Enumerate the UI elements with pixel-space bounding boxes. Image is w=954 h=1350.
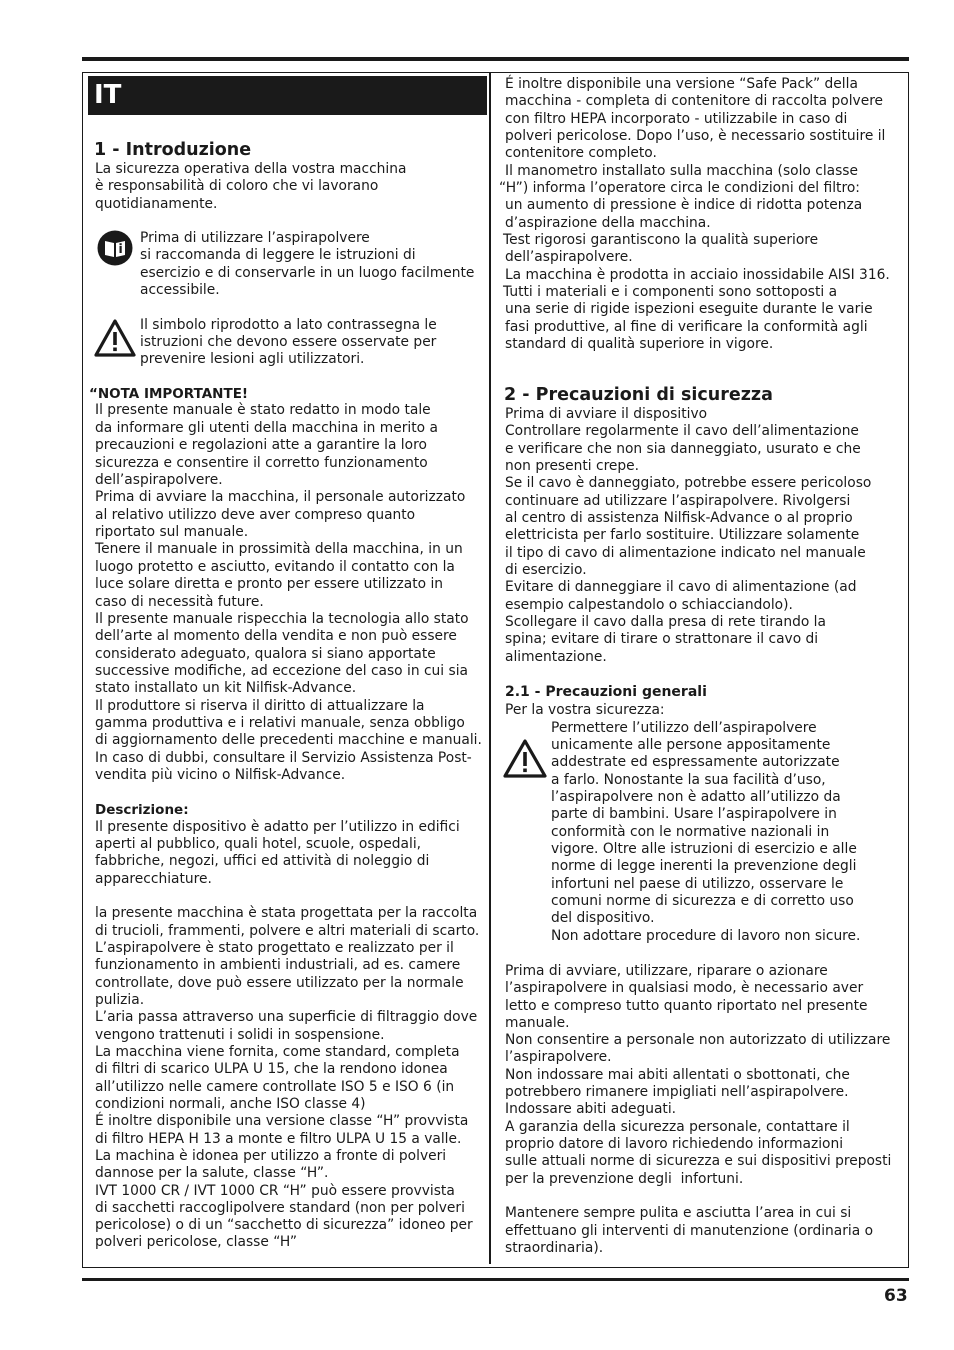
text-line: potrebbero rimanere impigliati nell’aspirapolvere. (505, 1084, 849, 1100)
text-line: fabbriche, negozi, uffici ed attività di noleggio di (95, 853, 430, 869)
text-line: d’aspirazione della macchina. (505, 215, 711, 231)
text-line: di filtro HEPA H 13 a monte e filtro ULPA U 15 a valle. (95, 1131, 462, 1147)
text-line: gamma produttiva e i relativi manuale, senza obbligo (95, 715, 465, 731)
text-line: Prima di avviare la macchina, il personale autorizzato (95, 489, 466, 505)
text-line: condizioni normali, anche ISO classe 4) (95, 1096, 366, 1112)
text-line: L’aria passa attraverso una superficie di filtraggio dove (95, 1009, 478, 1025)
text-line: dell’aspirapolvere. (95, 472, 223, 488)
text-line: riportato sul manuale. (95, 524, 249, 540)
text-line: il tipo di cavo di alimentazione indicato nel manuale (505, 545, 866, 561)
text-line: da informare gli utenti della macchina in merito a (95, 420, 438, 436)
text-line: dell’aspirapolvere. (505, 249, 633, 265)
text-line: vengono trattenuti i solidi in sospensione. (95, 1027, 385, 1043)
text-line: macchina - completa di contenitore di raccolta polvere (505, 93, 884, 109)
text-line: all’utilizzo nelle camere controllate ISO 5 e ISO 6 (in (95, 1079, 455, 1095)
text-line: IVT 1000 CR / IVT 1000 CR “H” può essere provvista (95, 1183, 455, 1199)
description-heading: Descrizione: (95, 802, 189, 818)
text-line: vigore. Oltre alle istruzioni di esercizio e alle (551, 841, 857, 857)
text-line: l’aspirapolvere. (505, 1049, 612, 1065)
bottom-rule (82, 1278, 909, 1281)
intro-heading: 1 - Introduzione (94, 140, 252, 160)
text-line: successive modifiche, ad eccezione del caso in cui sia (95, 663, 468, 679)
text-line: prevenire lesioni agli utilizzatori. (140, 351, 365, 367)
text-line: esempio calpestandolo o schiacciandolo). (505, 597, 793, 613)
text-line: Test rigorosi garantiscono la qualità superiore (503, 232, 819, 248)
text-line: In caso di dubbi, consultare il Servizio Assistenza Post- (95, 750, 472, 766)
text-line: a farlo. Nonostante la sua facilità d’uso, (551, 772, 826, 788)
general-intro: Per la vostra sicurezza: (505, 702, 665, 718)
text-line: l’aspirapolvere non è adatto all’utilizzo da (551, 789, 841, 805)
text-line: funzionamento in ambienti industriali, ad es. camere (95, 957, 461, 973)
text-line: alimentazione. (505, 649, 607, 665)
text-line: dell’arte al momento della vendita e non può essere (95, 628, 457, 644)
text-line: caso di necessità future. (95, 594, 264, 610)
text-line: polveri pericolose, classe “H” (95, 1234, 298, 1250)
text-line: Mantenere sempre pulita e asciutta l’area in cui si (505, 1205, 852, 1221)
text-line: di filtri di scarico ULPA U 15, che la rendono idonea (95, 1061, 448, 1077)
text-line: una serie di rigide ispezioni eseguite durante le varie (505, 301, 873, 317)
text-line: di sacchetti raccoglipolvere standard (non per polveri (95, 1200, 465, 1216)
text-line: polveri pericolose. Dopo l’uso, è necessario sostituire il (505, 128, 886, 144)
text-line: comuni norme di sicurezza e di corretto uso (551, 893, 854, 909)
manual-book-icon (96, 229, 134, 267)
text-line: effettuano gli interventi di manutenzione (ordinaria o (505, 1223, 874, 1239)
column-divider (489, 72, 491, 1264)
text-line: Permettere l’utilizzo dell’aspirapolvere (551, 720, 817, 736)
text-line: Il presente manuale è stato redatto in modo tale (95, 402, 431, 418)
text-line: continuare ad utilizzare l’aspirapolvere. Rivolgersi (505, 493, 851, 509)
text-line: Prima di avviare, utilizzare, riparare o azionare (505, 963, 828, 979)
text-line: Il presente dispositivo è adatto per l’utilizzo in edifici (95, 819, 460, 835)
text-line: spina; evitare di tirare o strattonare il cavo di (505, 631, 819, 647)
text-line: La macchina è prodotta in acciaio inossidabile AISI 316. (505, 267, 890, 283)
text-line: stato installato un kit Nilfisk-Advance. (95, 680, 357, 696)
text-line: del dispositivo. (551, 910, 655, 926)
warning-triangle-icon (93, 318, 137, 358)
text-line: addestrate ed espressamente autorizzate (551, 754, 840, 770)
text-line: contenitore completo. (505, 145, 657, 161)
text-line: norme di legge inerenti la prevenzione degli (551, 858, 857, 874)
text-line: parte di bambini. Usare l’aspirapolvere in (551, 806, 837, 822)
text-line: La sicurezza operativa della vostra macchina (95, 161, 407, 177)
text-line: Tenere il manuale in prossimità della macchina, in un (95, 541, 463, 557)
text-line: considerato adeguato, qualora si siano apportate (95, 646, 436, 662)
text-line: è responsabilità di coloro che vi lavorano (95, 178, 379, 194)
text-line: Non consentire a personale non autorizzato di utilizzare (505, 1032, 891, 1048)
text-line: Non adottare procedure di lavoro non sicure. (551, 928, 861, 944)
general-heading: 2.1 - Precauzioni generali (505, 684, 707, 700)
text-line: Controllare regolarmente il cavo dell’alimentazione (505, 423, 859, 439)
text-line: fasi produttive, al fine di verificare la conformità agli (505, 319, 868, 335)
text-line: proprio datore di lavoro richiedendo informazioni (505, 1136, 844, 1152)
text-line: luogo protetto e asciutto, evitando il contatto con la (95, 559, 455, 575)
text-line: A garanzia della sicurezza personale, contattare il (505, 1119, 850, 1135)
text-line: sicurezza e consentire il corretto funzionamento (95, 455, 428, 471)
text-line: e verificare che non sia danneggiato, usurato e che (505, 441, 861, 457)
text-line: precauzioni e regolazioni atte a garantire la loro (95, 437, 427, 453)
text-line: pulizia. (95, 992, 145, 1008)
text-line: La machina è idonea per utilizzo a fronte di polveri (95, 1148, 447, 1164)
text-line: apparecchiature. (95, 871, 212, 887)
text-line: conformità con le normative nazionali in (551, 824, 830, 840)
safety-heading: 2 - Precauzioni di sicurezza (504, 385, 773, 405)
text-line: elettricista per farlo sostituire. Utilizzare solamente (505, 527, 860, 543)
text-line: aperti al pubblico, quali hotel, scuole, ospedali, (95, 836, 422, 852)
text-line: accessibile. (140, 282, 220, 298)
text-line: non presenti crepe. (505, 458, 640, 474)
text-line: un aumento di pressione è indice di ridotta potenza (505, 197, 863, 213)
text-line: Il produttore si riserva il diritto di attualizzare la (95, 698, 425, 714)
text-line: con filtro HEPA incorporato - utilizzabile in caso di (505, 111, 848, 127)
text-line: Indossare abiti adeguati. (505, 1101, 677, 1117)
text-line: dannose per la salute, classe “H”. (95, 1165, 329, 1181)
text-line: Il simbolo riprodotto a lato contrassegna le (140, 317, 437, 333)
text-line: Prima di utilizzare l’aspirapolvere (140, 230, 370, 246)
text-line: Non indossare mai abiti allentati o sbottonati, che (505, 1067, 850, 1083)
text-line: al relativo utilizzo deve aver compreso quanto (95, 507, 416, 523)
text-line: L’aspirapolvere è stato progettato e realizzato per il (95, 940, 454, 956)
important-heading: “NOTA IMPORTANTE! (89, 386, 249, 402)
text-line: Il presente manuale rispecchia la tecnologia allo stato (95, 611, 469, 627)
text-line: esercizio e di conservarle in un luogo facilmente (140, 265, 475, 281)
text-line: pericolose) o di un “sacchetto di sicurezza” idoneo per (95, 1217, 473, 1233)
text-line: La macchina viene fornita, come standard, completa (95, 1044, 460, 1060)
text-line: Tutti i materiali e i componenti sono sottoposti a (503, 284, 838, 300)
text-line: si raccomanda di leggere le istruzioni di (140, 247, 416, 263)
text-line: infortuni nel paese di utilizzo, osservare le (551, 876, 844, 892)
text-line: per la prevenzione degli infortuni. (505, 1171, 744, 1187)
text-line: Il manometro installato sulla macchina (solo classe (505, 163, 858, 179)
text-line: quotidianamente. (95, 196, 218, 212)
text-line: letto e compreso tutto quanto riportato nel presente (505, 998, 868, 1014)
text-line: la presente macchina è stata progettata per la raccolta (95, 905, 478, 921)
text-line: “H”) informa l’operatore circa le condizioni del filtro: (499, 180, 860, 196)
text-line: al centro di assistenza Nilfisk-Advance o al proprio (505, 510, 853, 526)
warning-triangle-icon (502, 738, 548, 779)
text-line: istruzioni che devono essere osservate per (140, 334, 437, 350)
text-line: controllate, dove può essere utilizzato per la normale (95, 975, 464, 991)
text-line: sulle attuali norme di sicurezza e sui dispositivi preposti (505, 1153, 892, 1169)
language-tag: IT (88, 76, 487, 115)
text-line: Scollegare il cavo dalla presa di rete tirando la (505, 614, 826, 630)
text-line: standard di qualità superiore in vigore. (505, 336, 774, 352)
top-rule (82, 57, 909, 61)
text-line: unicamente alle persone appositamente (551, 737, 831, 753)
text-line: di trucioli, frammenti, polvere e altri materiali di scarto. (95, 923, 480, 939)
text-line: Prima di avviare il dispositivo (505, 406, 708, 422)
text-line: manuale. (505, 1015, 570, 1031)
page-number: 63 (884, 1286, 908, 1306)
text-line: Se il cavo è danneggiato, potrebbe essere pericoloso (505, 475, 872, 491)
text-line: Evitare di danneggiare il cavo di alimentazione (ad (505, 579, 857, 595)
text-line: É inoltre disponibile una versione “Safe Pack” della (505, 76, 858, 92)
text-line: di esercizio. (505, 562, 587, 578)
text-line: vendita più vicino o Nilfisk-Advance. (95, 767, 346, 783)
text-line: l’aspirapolvere in qualsiasi modo, è necessario aver (505, 980, 864, 996)
text-line: straordinaria). (505, 1240, 604, 1256)
text-line: É inoltre disponibile una versione classe “H” provvista (95, 1113, 469, 1129)
text-line: di aggiornamento delle precedenti macchine e manuali. (95, 732, 482, 748)
text-line: luce solare diretta e pronto per essere utilizzato in (95, 576, 444, 592)
